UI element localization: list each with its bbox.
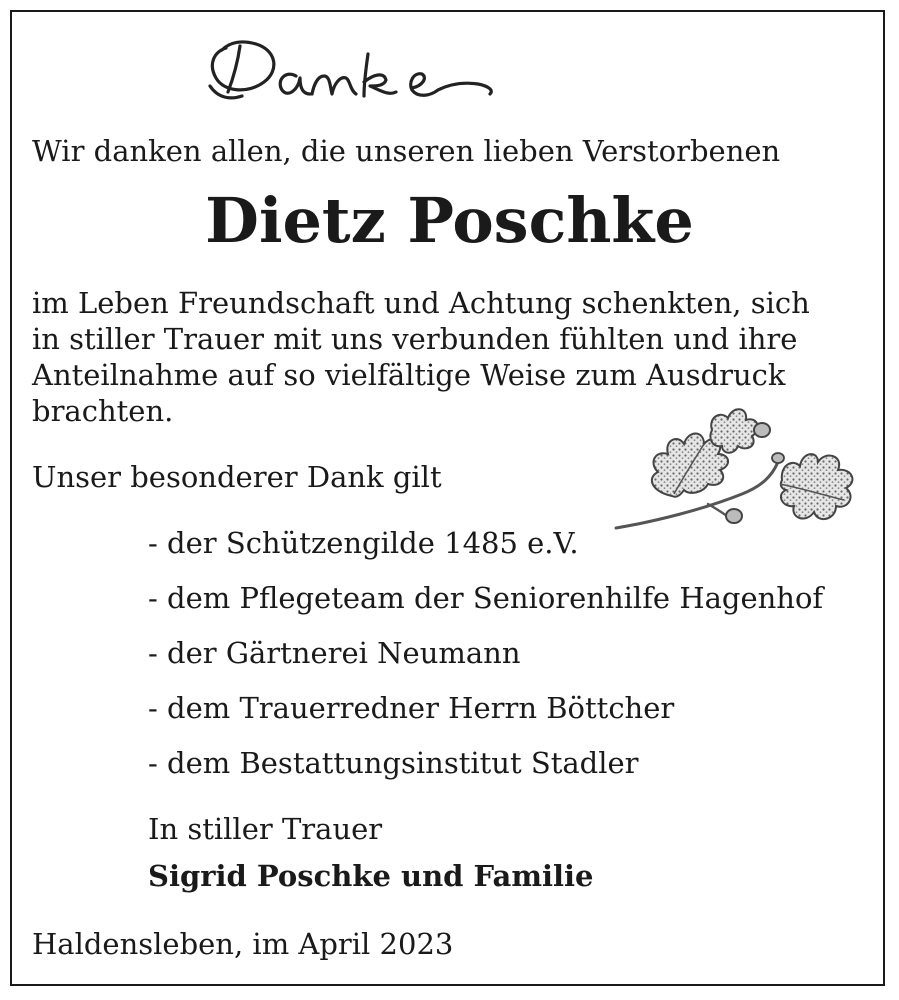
place-date: Haldensleben, im April 2023 [32, 927, 454, 961]
intro-text: Wir danken allen, die unseren lieben Verstorbenen [32, 134, 781, 168]
thanks-heading: Unser besonderer Dank gilt [32, 460, 442, 494]
thanks-list-item: - der Gärtnerei Neumann [148, 636, 521, 670]
thanks-list-item: - der Schützengilde 1485 e.V. [148, 526, 579, 560]
signature: Sigrid Poschke und Familie [148, 859, 594, 893]
mourning-line: In stiller Trauer [148, 812, 383, 846]
danke-script-title [200, 20, 510, 120]
body-line: brachten. [32, 394, 174, 428]
deceased-name: Dietz Poschke [205, 184, 694, 257]
thanks-list-item: - dem Bestattungsinstitut Stadler [148, 746, 639, 780]
thanks-list-item: - dem Trauerredner Herrn Böttcher [148, 691, 675, 725]
body-line: in stiller Trauer mit uns verbunden fühlten und ihre [32, 322, 798, 356]
body-line: Anteilnahme auf so vielfältige Weise zum Ausdruck [32, 358, 786, 392]
oak-leaf-icon [612, 400, 867, 540]
thanks-list-item: - dem Pflegeteam der Seniorenhilfe Hagenhof [148, 581, 824, 615]
body-line: im Leben Freundschaft und Achtung schenkten, sich [32, 286, 810, 320]
